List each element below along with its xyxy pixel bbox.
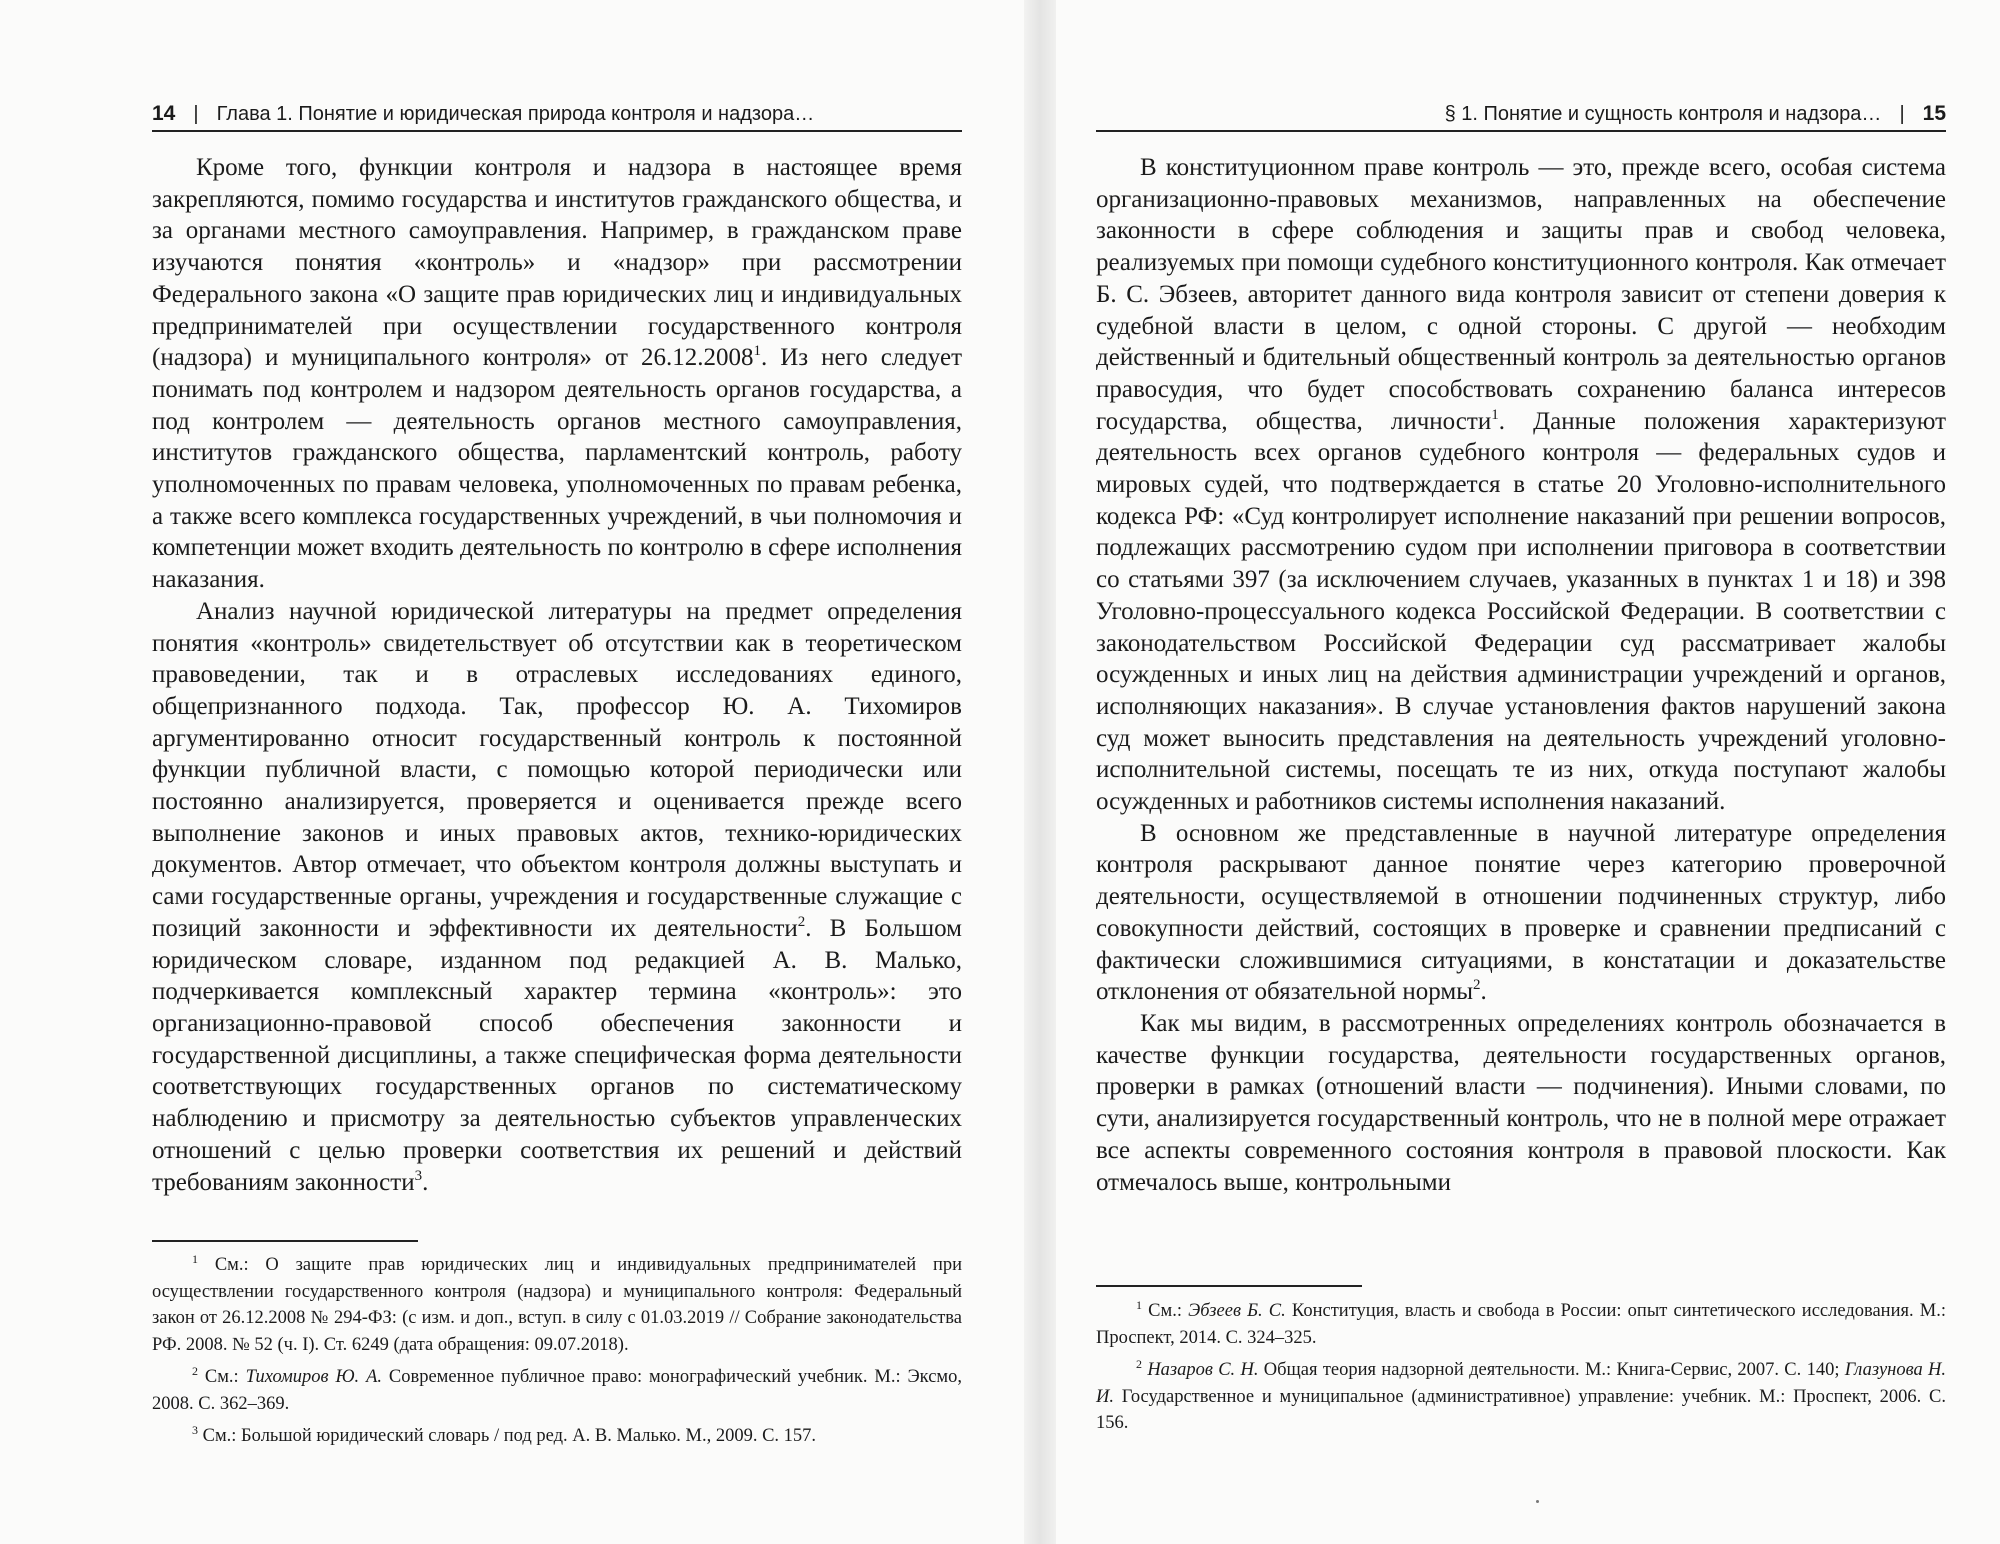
footnote: $^3$ См.: Большой юридический словарь / под ред. А. В. Малько. М., 2009. С. 157. — [192, 1423, 817, 1446]
footnote: $^2$ См.: Тихомиров Ю. А. Современное публичное право: монографический учебник. М.: Эксмо, 2008. С. 362–369. — [152, 1364, 962, 1414]
footnote: $^2$ Назаров С. Н. Общая теория надзорной деятельности. М.: Книга-Сервис, 2007. С. 140; Глазунова Н. И. Государственное и муниципальное (административное) управление: учебник. М.: Проспект, 2006. С. 156. — [1096, 1357, 1947, 1433]
footnotes-left — [152, 1252, 962, 1456]
section-title: § 1. Понятие и сущность контроля и надзора… — [1444, 103, 1882, 125]
header-separator: | — [193, 103, 199, 125]
body-text-left — [152, 152, 962, 1198]
header-separator: | — [1899, 103, 1905, 125]
footnote-divider — [152, 1240, 418, 1242]
running-header-left — [152, 98, 962, 132]
chapter-title: Глава 1. Понятие и юридическая природа контроля и надзора… — [216, 103, 815, 125]
paper-speck — [1536, 1500, 1539, 1503]
right-page — [1056, 0, 2000, 1544]
paragraph: В основном же представленные в научной литературе определения контроля раскрывают данное понятие через категорию проверочной деятельности, осуществляемой в отношении подчиненных структур, либо совокупности действий, состоящих в проверке и сравнении предписаний с фактически сложившимися ситуациями, в констатации и доказательстве отклонения от обязательной нормы$^2$. — [1096, 819, 1946, 1006]
book-gutter — [1024, 0, 1056, 1544]
footnote-divider — [1096, 1285, 1362, 1287]
page-number: 15 — [1922, 102, 1946, 125]
page-number: 14 — [152, 102, 176, 125]
footnote: $^1$ См.: Эбзеев Б. С. Конституция, власть и свобода в России: опыт синтетического исследования. М.: Проспект, 2014. С. 324–325. — [1096, 1298, 1946, 1348]
paragraph: Как мы видим, в рассмотренных определениях контроль обозначается в качестве функции государства, деятельности государственных органов, проверки в рамках (отношений власти — подчинения). Иными словами, по сути, анализируется государственный контроль, что не в полной мере отражает все аспекты современного состояния контроля в правовой плоскости. Как отмечалось выше, контрольными — [1096, 1009, 1946, 1196]
footnotes-right — [1096, 1298, 1946, 1443]
body-text-right — [1096, 152, 1946, 1198]
footnote-ref: 2 — [797, 913, 806, 930]
footnote-ref: 1 — [1491, 406, 1499, 423]
paragraph: Анализ научной юридической литературы на предмет определения понятия «контроль» свидетельствует об отсутствии как в теоретическом правоведении, так и в отраслевых исследованиях единого, общепризнанного подхода. Так, профессор Ю. А. Тихомиров аргументированно относит государственный контроль к постоянной функции публичной власти, с помощью которой периодически или постоянно анализируется, проверяется и оценивается прежде всего выполнение законов и иных правовых актов, технико-юридических документов. Автор отмечает, что объектом контроля должны выступать и сами государственные органы, учреждения и государственные служащие с позиций законности и эффективности их деятельности$^2$. В Большом юридическом словаре, изданном под редакцией А. В. Малько, подчеркивается комплексный характер термина «контроль»: это организационно-правовой способ обеспечения законности и государственной дисциплины, а также специфическая форма деятельности соответствующих государственных органов по систематическому наблюдению и присмотру за деятельностью субъектов управленческих отношений с целью проверки соответствия их решений и действий требованиям законности$^3$. — [152, 597, 962, 1196]
footnote: $^1$ См.: О защите прав юридических лиц и индивидуальных предпринимателей при осуществлении государственного контроля (надзора) и муниципального контроля: Федеральный закон от 26.12.2008 № 294-ФЗ: (с изм. и доп., вступ. в силу с 01.03.2019 // Собрание законодательства РФ. 2008. № 52 (ч. I). Ст. 6249 (дата обращения: 09.07.2018). — [152, 1252, 963, 1355]
running-header-right — [1096, 98, 1946, 132]
paragraph: Кроме того, функции контроля и надзора в настоящее время закрепляются, помимо государства и институтов гражданского общества, и за органами местного самоуправления. Например, в гражданском праве изучаются понятия «контроль» и «надзор» при рассмотрении Федерального закона «О защите прав юридических лиц и индивидуальных предпринимателей при осуществлении государственного контроля (надзора) и муниципального контроля» от 26.12.2008$^1$. Из него следует понимать под контролем и надзором деятельность органов государства, а под контролем — деятельность органов местного самоуправления, институтов гражданского общества, парламентский контроль, работу уполномоченных по правам человека, уполномоченных по правам ребенка, а также всего комплекса государственных учреждений, в чьи полномочия и компетенции может входить деятельность по контролю в сфере исполнения наказания. — [152, 154, 963, 594]
footnote-ref: 1 — [753, 343, 761, 360]
footnote-ref: 2 — [1473, 977, 1481, 994]
paragraph: В конституционном праве контроль — это, прежде всего, особая система организационно-правовых механизмов, направленных на обеспечение законности в сфере соблюдения и защиты прав и свобод человека, реализуемых при помощи судебного конституционного контроля. Как отмечает Б. С. Эбзеев, авторитет данного вида контроля зависит от степени доверия к судебной власти в целом, с одной стороны. С другой — необходим действенный и бдительный общественный контроль за деятельностью органов правосудия, что будет способствовать сохранению баланса интересов государства, общества, личности$^1$. Данные положения характеризуют деятельность всех органов судебного контроля — федеральных судов и мировых судей, что подтверждается в статье 20 Уголовно-исполнительного кодекса РФ: «Суд контролирует исполнение наказаний при решении вопросов, подлежащих рассмотрению судом при исполнении приговора в соответствии со статьями 397 (за исключением случаев, указанных в пунктах 1 и 18) и 398 Уголовно-процессуального кодекса Российской Федерации. В соответствии с законодательством Российской Федерации суд рассматривает жалобы осужденных и иных лиц на действия администрации учреждений и органов, исполняющих наказания». В случае установления фактов нарушений закона суд может выносить представления на деятельность учреждений уголовно-исполнительной системы, посещать те из них, откуда поступают жалобы осужденных и работников системы исполнения наказаний. — [1096, 154, 1947, 816]
footnote-ref: 3 — [414, 1167, 423, 1184]
